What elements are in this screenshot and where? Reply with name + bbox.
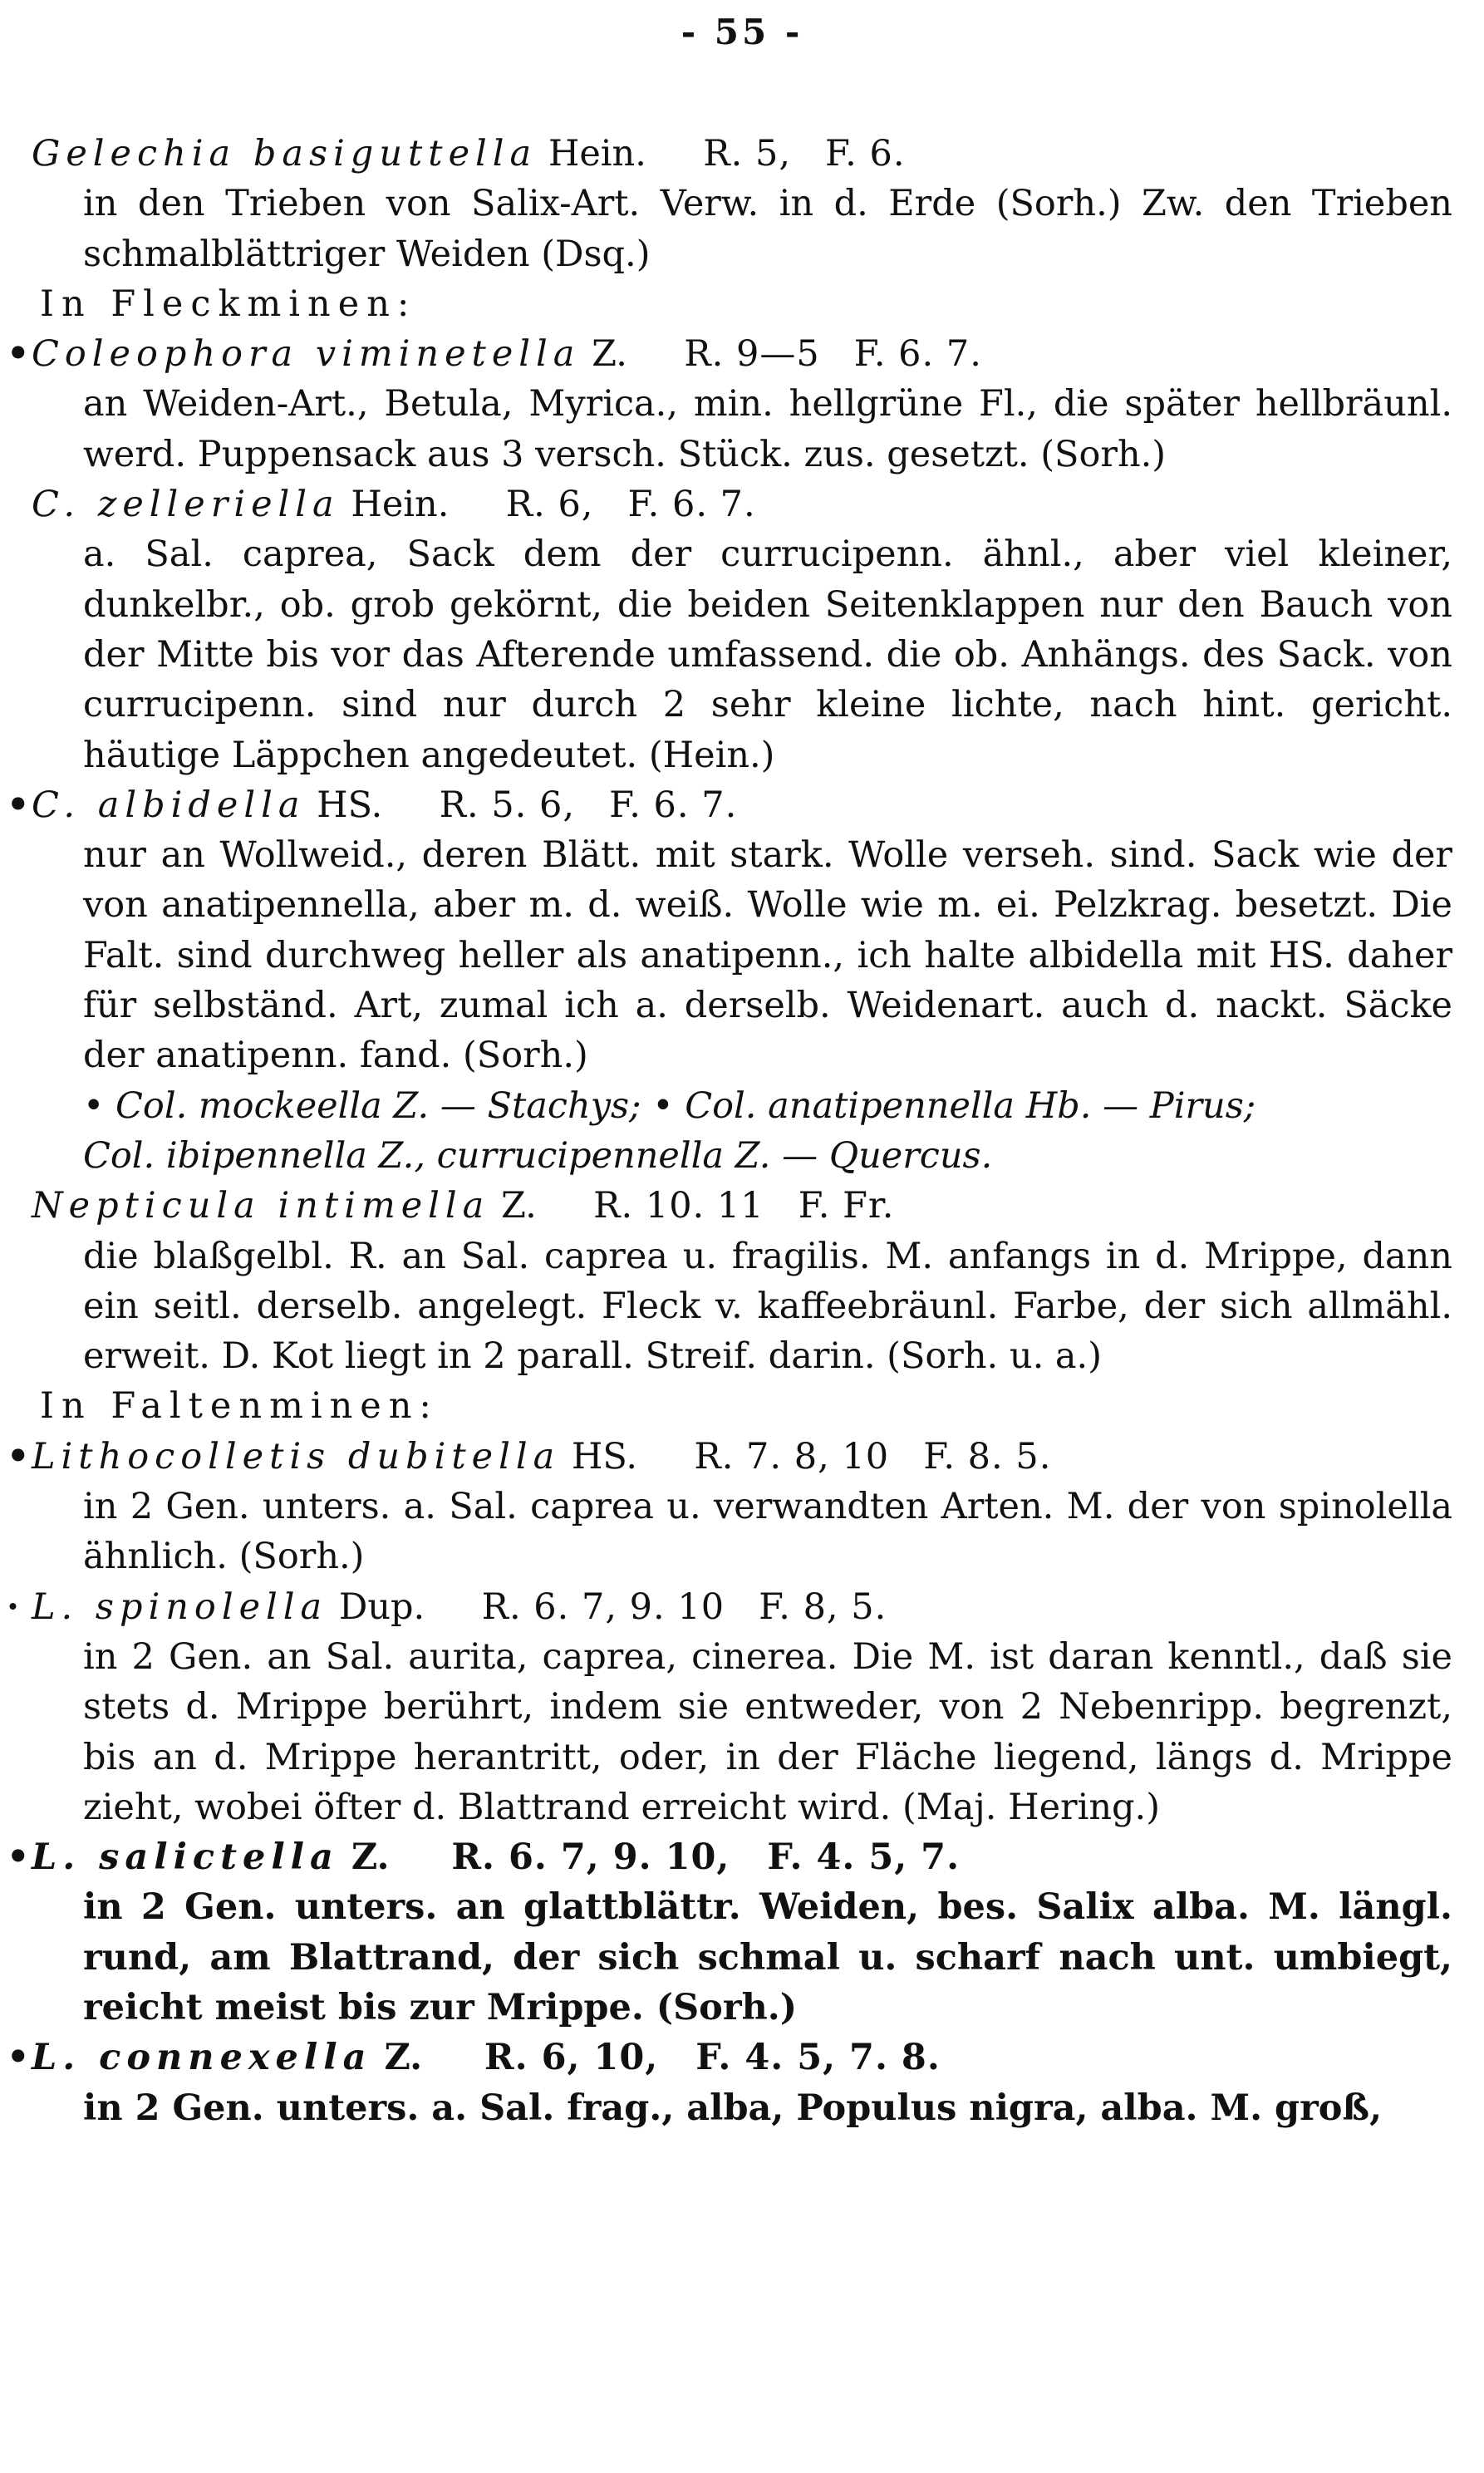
species-entry	[7, 1582, 1452, 1832]
page-body	[7, 129, 1452, 2133]
entry-description: in 2 Gen. unters. a. Sal. frag., alba, Populus nigra, alba. M. groß,	[83, 2087, 1383, 2129]
species-author: Z.	[351, 1836, 390, 1879]
species-author: Hein.	[351, 484, 450, 526]
raupe-period: R. 5,	[703, 133, 792, 175]
species-author: Dup.	[338, 1586, 425, 1628]
species-name: L. spinolella	[32, 1586, 328, 1628]
entry-bullet: •	[7, 333, 30, 376]
section-heading: In Fleckminen:	[40, 283, 417, 325]
entry-heading	[7, 780, 1452, 830]
section-heading: In Faltenminen:	[40, 1385, 439, 1428]
entry-heading	[32, 129, 1452, 179]
raupe-period: R. 7. 8, 10	[694, 1435, 890, 1477]
raupe-period: R. 6, 10,	[484, 2037, 659, 2079]
entry-description: an Weiden-Art., Betula, Myrica., min. hellgrüne Fl., die später hellbräunl. werd. Puppensack aus 3 versch. Stück. zus. gesetzt. (Sorh.)	[83, 383, 1452, 475]
entry-description: nur an Wollweid., deren Blätt. mit stark. Wolle verseh. sind. Sack wie der von anatipennella, aber m. d. weiß. Wolle wie m. ei. Pelzkrag. besetzt. Die Falt. sind durchweg heller als anatipenn., ich halte albidella mit HS. daher für selbständ. Art, zumal ich a. derselb. Weidenart. auch d. nackt. Säcke der anatipenn. fand. (Sorh.)	[83, 834, 1452, 1077]
entry-heading	[7, 1832, 1452, 1882]
raupe-period: R. 10. 11	[593, 1185, 764, 1227]
species-entry	[32, 1181, 1452, 1381]
species-name: L. connexella	[32, 2037, 372, 2079]
host-note-line: Col. ibipennella Z., currucipennella Z. — Quercus.	[83, 1134, 993, 1177]
falter-period: F. 6. 7.	[627, 484, 756, 526]
host-note-line: • Col. mockeella Z. — Stachys; • Col. anatipennella Hb. — Pirus;	[83, 1084, 1256, 1127]
falter-period: F. 6. 7.	[853, 333, 982, 376]
falter-period: F. 4. 5, 7. 8.	[695, 2037, 941, 2079]
falter-period: F. 8. 5.	[923, 1435, 1052, 1477]
entry-heading	[7, 1582, 1452, 1632]
entry-description: in 2 Gen. unters. an glattblättr. Weiden, bes. Salix alba. M. längl. rund, am Blattrand, der sich schmal u. scharf nach unt. umbiegt, reicht meist bis zur Mrippe. (Sorh.)	[83, 1886, 1452, 2028]
species-name: L. salictella	[32, 1836, 339, 1879]
entry-description: a. Sal. caprea, Sack dem der currucipenn. ähnl., aber viel kleiner, dunkelbr., ob. grob gekörnt, die beiden Seitenklappen nur den Bauch von der Mitte bis vor das Afterende umfassend. die ob. Anhängs. des Sack. von currucipenn. sind nur durch 2 sehr kleine lichte, nach hint. gericht. häutige Läppchen angedeutet. (Hein.)	[83, 533, 1452, 776]
entry-heading	[7, 329, 1452, 379]
page-number: - 55 -	[681, 12, 803, 52]
species-name: C. zelleriella	[32, 484, 340, 526]
falter-period: F. Fr.	[798, 1185, 895, 1227]
species-entry	[7, 1432, 1452, 1582]
entry-bullet: •	[7, 784, 30, 826]
species-author: Hein.	[548, 133, 646, 175]
species-author: HS.	[317, 784, 383, 826]
species-entry	[7, 780, 1452, 1081]
species-name: Nepticula intimella	[32, 1185, 490, 1227]
species-name: Coleophora viminetella	[32, 333, 581, 376]
species-author: HS.	[571, 1435, 637, 1477]
entry-description: in 2 Gen. an Sal. aurita, caprea, cinerea. Die M. ist daran kenntl., daß sie stets d. Mrippe berührt, indem sie entweder, von 2 Nebenripp. begrenzt, bis an d. Mrippe herantritt, oder, in der Fläche liegend, längs d. Mrippe zieht, wobei öfter d. Blattrand erreicht wird. (Maj. Hering.)	[83, 1635, 1452, 1828]
species-author: Z.	[592, 333, 627, 376]
species-entry	[7, 2033, 1452, 2133]
raupe-period: R. 9—5	[684, 333, 820, 376]
falter-period: F. 8, 5.	[759, 1586, 887, 1628]
entry-bullet: ·	[7, 1586, 19, 1628]
raupe-period: R. 5. 6,	[439, 784, 576, 826]
species-name: Lithocolletis dubitella	[32, 1435, 561, 1477]
entry-bullet: •	[7, 1836, 30, 1879]
host-notes	[32, 1081, 1452, 1182]
species-author: Z.	[384, 2037, 423, 2079]
entry-description: in den Trieben von Salix-Art. Verw. in d. Erde (Sorh.) Zw. den Trieben schmalblättriger Weiden (Dsq.)	[83, 183, 1452, 275]
species-entry	[32, 129, 1452, 279]
raupe-period: R. 6. 7, 9. 10,	[451, 1836, 730, 1879]
species-name: C. albidella	[32, 784, 306, 826]
entry-bullet: •	[7, 2037, 30, 2079]
species-name: Gelechia basiguttella	[32, 133, 538, 175]
raupe-period: R. 6,	[505, 484, 594, 526]
species-entry	[32, 479, 1452, 780]
raupe-period: R. 6. 7, 9. 10	[481, 1586, 725, 1628]
entry-description: die blaßgelbl. R. an Sal. caprea u. fragilis. M. anfangs in d. Mrippe, dann ein seitl. derselb. angelegt. Fleck v. kaffeebräunl. Farbe, der sich allmähl. erweit. D. Kot liegt in 2 parall. Streif. darin. (Sorh. u. a.)	[83, 1235, 1452, 1378]
entry-heading	[7, 2033, 1452, 2082]
falter-period: F. 4. 5, 7.	[767, 1836, 961, 1879]
falter-period: F. 6. 7.	[609, 784, 738, 826]
entry-description: in 2 Gen. unters. a. Sal. caprea u. verwandten Arten. M. der von spinolella ähnlich. (Sorh.)	[83, 1486, 1452, 1578]
species-entry	[7, 1832, 1452, 2033]
entry-heading	[32, 1181, 1452, 1231]
entry-heading	[7, 1432, 1452, 1482]
species-author: Z.	[500, 1185, 537, 1227]
entry-heading	[32, 479, 1452, 529]
falter-period: F. 6.	[825, 133, 906, 175]
entry-bullet: •	[7, 1435, 30, 1477]
species-entry	[7, 329, 1452, 479]
